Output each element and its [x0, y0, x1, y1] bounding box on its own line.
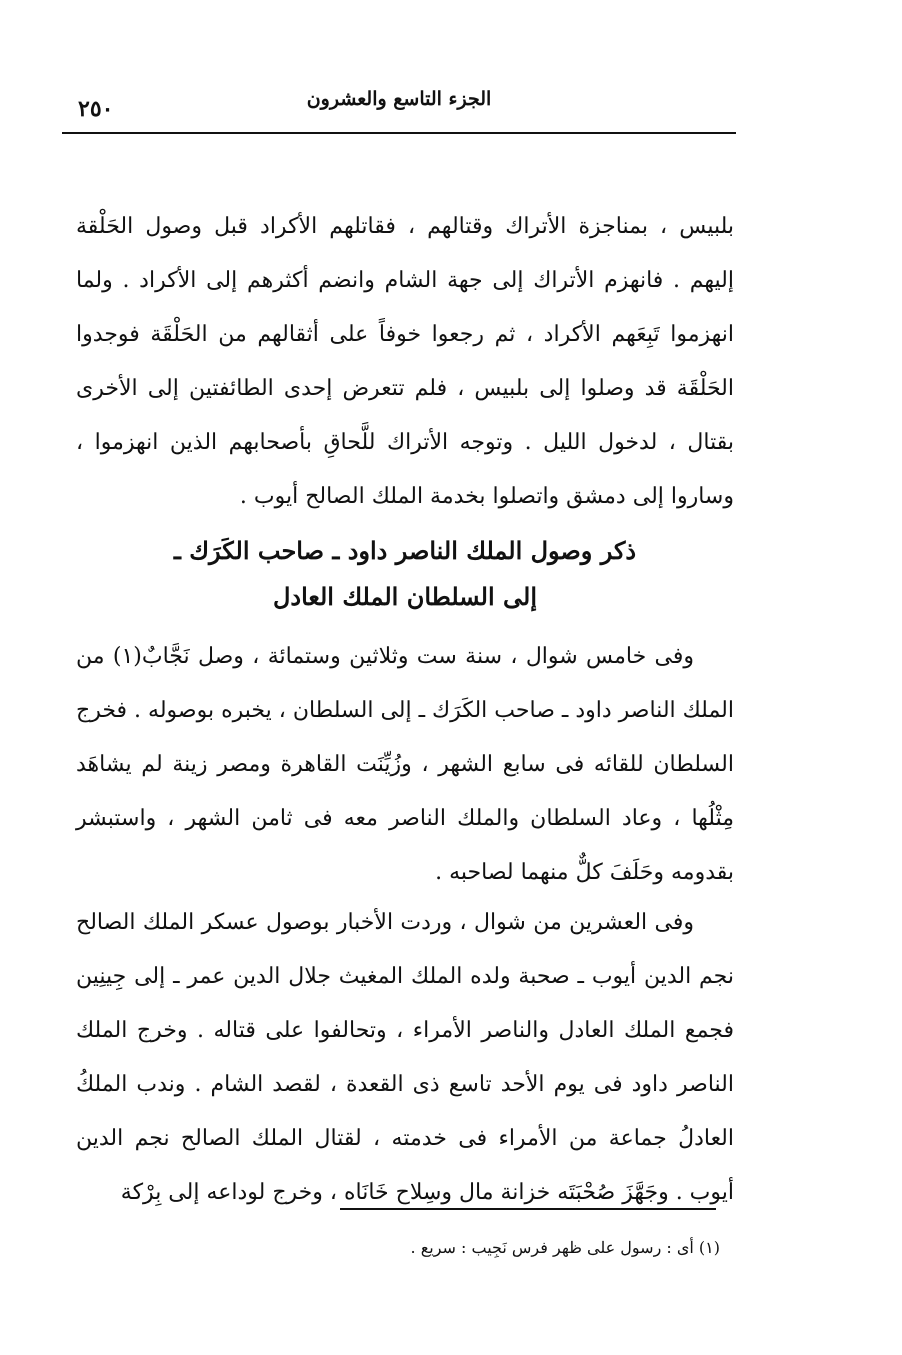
section-heading-line-2: إلى السلطان الملك العادل	[272, 582, 538, 611]
section-heading-line-1: ذكر وصول الملك الناصر داود ـ صاحب الكَرَك ـ	[173, 536, 637, 565]
header-rule	[62, 132, 736, 134]
section-heading	[76, 528, 734, 620]
paragraph-text: بلبيس ، بمناجزة الأتراك وقتالهم ، فقاتلهم الأكراد قبل وصول الحَلْقة إليهم . فانهزم الأتراك إلى جهة الشام وانضم أكثرهم إلى الأكراد . ولما انهزموا تَبِعَهم الأكراد ، ثم رجعوا خوفاً على أثقالهم من الحَلْقَة فوجدوا الحَلْقَة قد وصلوا إلى بلبيس ، فلم تتعرض إحدى الطائفتين إلى الأخرى بقتال ، لدخول الليل . وتوجه الأتراك للَّحاقِ بأصحابهم الذين انهزموا ، وساروا إلى دمشق واتصلوا بخدمة الملك الصالح أيوب .	[76, 214, 734, 509]
paragraph-2	[76, 630, 734, 900]
page-number: ٢٥٠	[78, 96, 114, 122]
running-title: الجزء التاسع والعشرون	[306, 88, 492, 110]
paragraph-1	[76, 200, 734, 524]
paragraph-text: وفى خامس شوال ، سنة ست وثلاثين وستمائة ، وصل نَجَّابٌ(١) من الملك الناصر داود ـ صاحب الكَرَك ـ إلى السلطان ، يخبره بوصوله . فخرج السلطان للقائه فى سابع الشهر ، وزُيِّنَت القاهرة ومصر زينة لم يشاهَد مِثْلُها ، وعاد السلطان والملك الناصر معه فى ثامن الشهر ، واستبشر بقدومه وحَلَفَ كلٌّ منهما لصاحبه .	[76, 644, 734, 885]
page-header	[62, 82, 736, 122]
footnote: (١) أى : رسول على ظهر فرس نَجِيب : سريع .	[410, 1238, 720, 1257]
paragraph-text: وفى العشرين من شوال ، وردت الأخبار بوصول عسكر الملك الصالح نجم الدين أيوب ـ صحبة ولده الملك المغيث جلال الدين عمر ـ إلى جِينِين فجمع الملك العادل والناصر الأمراء ، وتحالفوا على قتاله . وخرج الملك الناصر داود فى يوم الأحد تاسع ذى القعدة ، لقصد الشام . وندب الملكُ العادلُ جماعة من الأمراء فى خدمته ، لقتال الملك الصالح نجم الدين أيوب . وجَهَّزَ صُحْبَتَه خزانة مال وسِلاح خَانَاه ، وخرج لوداعه إلى بِرْكة	[76, 910, 734, 1205]
paragraph-3	[76, 896, 734, 1220]
footnote-rule	[340, 1208, 716, 1210]
